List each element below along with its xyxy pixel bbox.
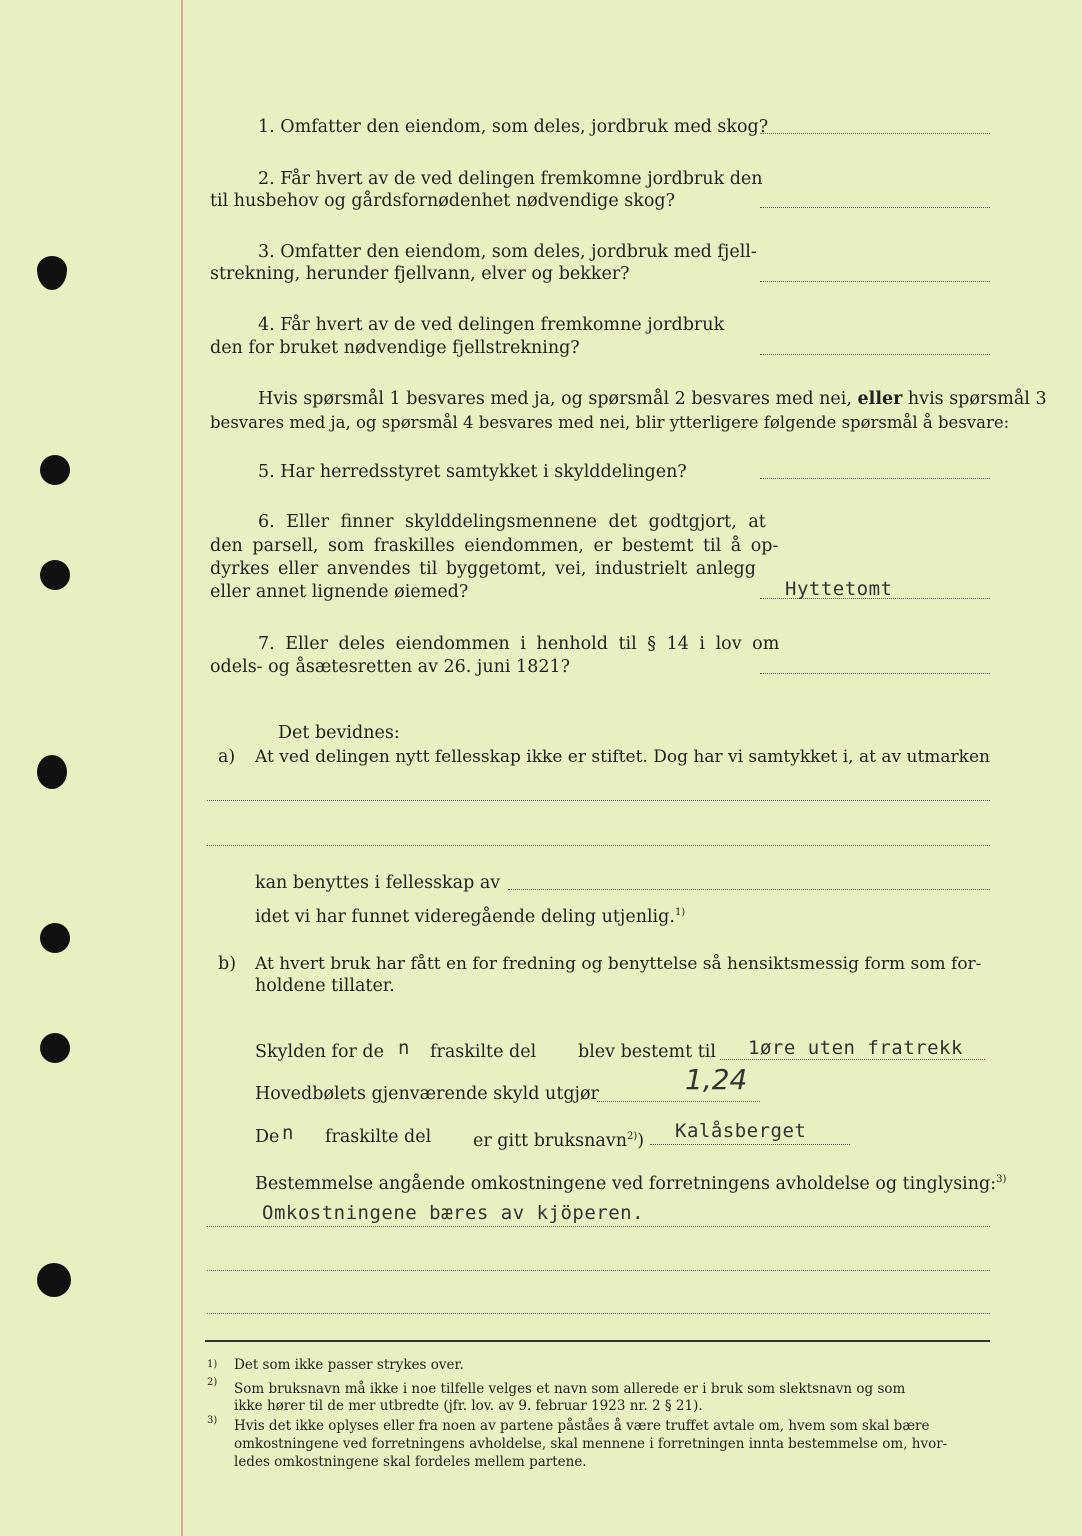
footnote-3-mark: 3) <box>207 1415 218 1426</box>
answer-line-1[interactable] <box>760 133 990 134</box>
question-3-line-1: 3. Omfatter den eiendom, som deles, jordbruk med fjell- <box>258 242 757 262</box>
question-4-line-2: den for bruket nødvendige fjellstrekning? <box>210 338 580 358</box>
blank-line[interactable] <box>207 845 990 846</box>
bruksnavn-label-a: De <box>255 1127 280 1147</box>
bruksnavn-text: er gitt bruksnavn <box>473 1130 627 1151</box>
skyld-answer-handwritten: 1øre uten fratrekk <box>748 1037 963 1059</box>
question-3-line-2: strekning, herunder fjellvann, elver og bekker? <box>210 264 630 284</box>
common-use-line[interactable] <box>508 889 990 890</box>
further-text: idet vi har funnet videregående deling utjenlig. <box>255 906 675 927</box>
question-6-line-4: eller annet lignende øiemed? <box>210 582 469 602</box>
skyld-label-c: blev bestemt til <box>578 1042 716 1062</box>
footnote-separator <box>205 1340 990 1342</box>
further-division-text <box>255 902 685 928</box>
punch-hole <box>40 923 70 953</box>
punch-hole <box>40 1033 70 1063</box>
question-1: 1. Omfatter den eiendom, som deles, jordbruk med skog? <box>258 117 769 137</box>
skyld-line[interactable] <box>720 1059 985 1060</box>
skyld-n-handwritten: n <box>398 1037 410 1059</box>
item-a-marker: a) <box>218 747 236 767</box>
punch-hole <box>40 560 70 590</box>
footnote-2-mark: 2) <box>207 1377 218 1388</box>
bruksnavn-label-c: er gitt bruksnavn$^{2)}$) <box>473 1130 645 1151</box>
cost-line[interactable] <box>207 1226 990 1227</box>
question-2-line-1: 2. Får hvert av de ved delingen fremkomne jordbruk den <box>258 169 763 189</box>
condition-line-1 <box>258 388 1047 410</box>
punch-hole <box>37 256 67 290</box>
answer-line-3[interactable] <box>760 281 990 282</box>
answer-6-handwritten: Hyttetomt <box>785 578 893 600</box>
bruksnavn-line[interactable] <box>650 1144 850 1145</box>
question-6-line-1: 6. Eller finner skylddelingsmennene det godtgjort, at <box>258 512 766 532</box>
certification-heading: Det bevidnes: <box>278 723 400 743</box>
punch-hole <box>37 755 67 789</box>
answer-line-5[interactable] <box>760 478 990 479</box>
hovedbol-line[interactable] <box>597 1101 760 1102</box>
blank-line[interactable] <box>207 1313 990 1314</box>
footnote-3-line-2: omkostningene ved forretningens avholdelse, skal mennene i forretningen innta bestemmelse om, hvor- <box>234 1436 948 1452</box>
footnote-2-line-2: ikke hører til de mer utbredte (jfr. lov. av 9. februar 1923 nr. 2 § 21). <box>234 1398 703 1414</box>
question-7-line-1: 7. Eller deles eiendommen i henhold til § 14 i lov om <box>258 634 780 654</box>
punch-hole <box>40 455 70 485</box>
footnote-ref: 2) <box>627 1131 638 1142</box>
bruksnavn-handwritten: Kalåsberget <box>675 1120 807 1142</box>
condition-text-a: Hvis spørsmål 1 besvares med ja, og spørsmål 2 besvares med nei, <box>258 389 852 409</box>
item-b-line-2: holdene tillater. <box>255 976 395 996</box>
answer-line-7[interactable] <box>760 673 990 674</box>
item-b-marker: b) <box>218 954 237 974</box>
hovedbol-answer-handwritten: 1,24 <box>685 1063 748 1096</box>
footnote-2-line-1: Som bruksnavn må ikke i noe tilfelle velges et navn som allerede er i bruk som slektsnavn og som <box>234 1381 906 1397</box>
footnote-3-line-3: ledes omkostningene skal fordeles mellem partene. <box>234 1454 587 1470</box>
question-6-line-3: dyrkes eller anvendes til byggetomt, vei, industrielt anlegg <box>210 559 756 579</box>
blank-line[interactable] <box>207 800 990 801</box>
footnote-ref: 3) <box>996 1174 1007 1185</box>
item-b-line-1: At hvert bruk har fått en for fredning og benyttelse så hensiktsmessig form som for- <box>255 954 982 974</box>
cost-label-text: Bestemmelse angående omkostningene ved forretningens avholdelse og tinglysing: <box>255 1173 997 1194</box>
answer-line-2[interactable] <box>760 207 990 208</box>
bruksnavn-label-b: fraskilte del <box>325 1127 432 1147</box>
punch-hole <box>37 1263 71 1297</box>
cost-label <box>255 1169 1006 1195</box>
question-5: 5. Har herredsstyret samtykket i skylddelingen? <box>258 462 687 482</box>
question-7-line-2: odels- og åsætesretten av 26. juni 1821? <box>210 657 570 677</box>
footnote-3-line-1: Hvis det ikke oplyses eller fra noen av partene påståes å være truffet avtale om, hvem som skal bære <box>234 1418 930 1434</box>
common-use-label: kan benyttes i fellesskap av <box>255 873 501 893</box>
blank-line[interactable] <box>207 1270 990 1271</box>
question-6-line-2: den parsell, som fraskilles eiendommen, er bestemt til å op- <box>210 536 779 556</box>
skyld-label-b: fraskilte del <box>430 1042 537 1062</box>
question-2-line-2: til husbehov og gårdsfornødenhet nødvendige skog? <box>210 191 675 211</box>
footnote-ref: 1) <box>674 907 686 918</box>
answer-line-4[interactable] <box>760 354 990 355</box>
condition-eller: eller <box>857 389 903 409</box>
footnote-1-mark: 1) <box>207 1359 218 1370</box>
margin-line <box>181 0 183 1536</box>
question-4-line-1: 4. Får hvert av de ved delingen fremkomne jordbruk <box>258 315 725 335</box>
condition-text-c: hvis spørsmål 3 <box>907 389 1047 409</box>
footnote-1: Det som ikke passer strykes over. <box>234 1357 464 1373</box>
item-a-text: At ved delingen nytt fellesskap ikke er stiftet. Dog har vi samtykket i, at av utmarken <box>255 747 990 767</box>
skyld-label-a: Skylden for de <box>255 1042 384 1062</box>
bruksnavn-n-handwritten: n <box>282 1122 294 1144</box>
hovedbol-label: Hovedbølets gjenværende skyld utgjør <box>255 1084 599 1104</box>
condition-line-2: besvares med ja, og spørsmål 4 besvares med nei, blir ytterligere følgende spørsmål å besvare: <box>210 413 1010 432</box>
cost-answer-handwritten: Omkostningene bæres av kjöperen. <box>262 1202 645 1224</box>
